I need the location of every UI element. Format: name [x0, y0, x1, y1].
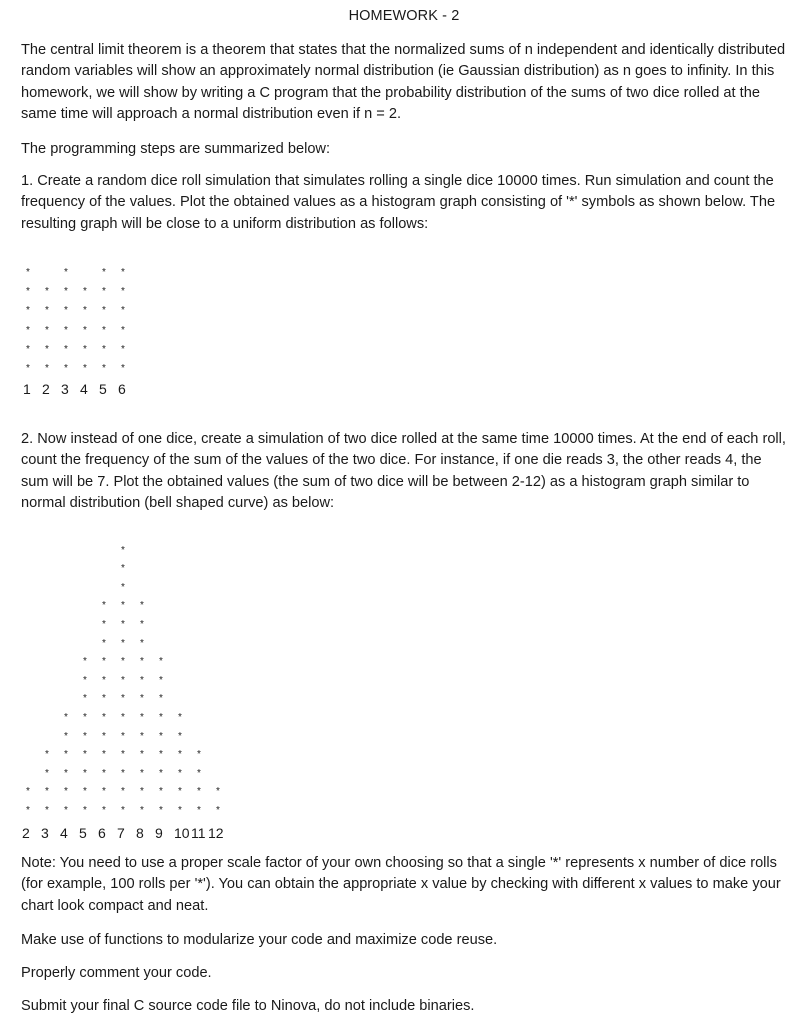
- histogram-axis-label: 12: [208, 825, 224, 841]
- histogram-star: *: [26, 267, 30, 278]
- histogram-star: *: [102, 712, 106, 723]
- histogram-star: *: [26, 343, 30, 355]
- histogram-axis-label: 11: [191, 825, 206, 841]
- histogram-star: *: [83, 343, 87, 355]
- histogram-axis-label: 1: [23, 381, 31, 397]
- histogram-star: *: [140, 767, 144, 779]
- histogram-star: *: [102, 786, 106, 798]
- histogram-star: *: [102, 730, 106, 742]
- histogram-star: *: [102, 693, 106, 705]
- histogram-axis-label: 9: [155, 825, 163, 841]
- histogram-star: *: [197, 805, 201, 816]
- histogram-star: *: [121, 619, 125, 630]
- histogram-star: *: [64, 305, 68, 317]
- histogram-star: *: [83, 286, 87, 298]
- histogram-star: *: [83, 693, 87, 705]
- histogram-star: *: [197, 786, 201, 798]
- histogram-star: *: [140, 730, 144, 742]
- histogram-star: *: [121, 544, 125, 556]
- histogram-star: *: [26, 286, 30, 298]
- histogram-star: *: [83, 786, 87, 798]
- histogram-star: *: [140, 805, 144, 816]
- histogram-axis-label: 5: [79, 825, 87, 841]
- histogram-star: *: [64, 730, 68, 742]
- histogram-star: *: [178, 767, 182, 779]
- histogram-star: *: [121, 730, 125, 742]
- histogram-axis-label: 6: [98, 825, 106, 841]
- histogram-star: *: [83, 656, 87, 668]
- histogram-star: *: [159, 730, 163, 742]
- histogram-star: *: [140, 693, 144, 705]
- histogram-star: *: [121, 563, 125, 575]
- histogram-star: *: [159, 767, 163, 779]
- histogram-star: *: [83, 712, 87, 723]
- histogram-star: *: [140, 637, 144, 649]
- histogram-star: *: [121, 637, 125, 649]
- histogram-star: *: [121, 343, 125, 355]
- histogram-star: *: [102, 805, 106, 816]
- histogram-axis-label: 7: [117, 825, 125, 841]
- histogram-star: *: [102, 767, 106, 779]
- functions-note: Make use of functions to modularize your code and maximize code reuse.: [21, 932, 498, 948]
- histogram-star: *: [140, 619, 144, 630]
- histogram-star: *: [178, 749, 182, 761]
- histogram-axis-label: 3: [61, 381, 69, 397]
- histogram-star: *: [102, 749, 106, 761]
- histogram-axis-label: 3: [41, 825, 49, 841]
- histogram-axis-label: 6: [118, 381, 126, 397]
- histogram-star: *: [64, 749, 68, 761]
- histogram-star: *: [102, 343, 106, 355]
- histogram-star: *: [178, 786, 182, 798]
- histogram-star: *: [121, 363, 125, 374]
- histogram-star: *: [159, 674, 163, 686]
- histogram-star: *: [83, 674, 87, 686]
- histogram-axis-label: 2: [42, 381, 50, 397]
- histogram-star: *: [26, 324, 30, 336]
- histogram-star: *: [121, 712, 125, 723]
- histogram-star: *: [178, 712, 182, 723]
- histogram-star: *: [102, 656, 106, 668]
- histogram-star: *: [121, 267, 125, 278]
- histogram-star: *: [64, 324, 68, 336]
- histogram-star: *: [159, 656, 163, 668]
- histogram-star: *: [216, 805, 220, 816]
- histogram-star: *: [83, 363, 87, 374]
- histogram-star: *: [159, 712, 163, 723]
- steps-intro-text: The programming steps are summarized below:: [21, 141, 331, 157]
- histogram-star: *: [121, 305, 125, 317]
- histogram-star: *: [45, 786, 49, 798]
- histogram-star: *: [64, 286, 68, 298]
- histogram-star: *: [121, 674, 125, 686]
- histogram-star: *: [121, 581, 125, 593]
- histogram-star: *: [45, 805, 49, 816]
- histogram-star: *: [121, 786, 125, 798]
- histogram-star: *: [64, 712, 68, 723]
- histogram-star: *: [140, 674, 144, 686]
- step2-paragraph: 2. Now instead of one dice, create a simulation of two dice rolled at the same time 10000 times. At the end of each roll, count the frequency of the sum of the values of the two dice. For instance, if one die reads 3, the other reads 4, the sum will be 7. Plot the obtained values (the sum of two dice will be between 2-12) as a histogram graph similar to normal distribution (bell shaped curve) as below:: [21, 431, 786, 512]
- histogram-star: *: [83, 767, 87, 779]
- histogram-star: *: [140, 656, 144, 668]
- histogram-star: *: [121, 805, 125, 816]
- histogram-star: *: [159, 786, 163, 798]
- histogram-star: *: [159, 805, 163, 816]
- histogram-star: *: [121, 693, 125, 705]
- histogram-star: *: [83, 730, 87, 742]
- histogram-star: *: [102, 305, 106, 317]
- histogram-axis-label: 4: [60, 825, 68, 841]
- histogram-axis-label: 5: [99, 381, 107, 397]
- intro-paragraph: The central limit theorem is a theorem that states that the normalized sums of n independent and identically distributed random variables will show an approximately normal distribution (ie Gaussian distribution) as n goes to infinity. In this homework, we will show by writing a C program that the probability distribution of the sums of two dice rolled at the same time will approach a normal distribution even if n = 2.: [21, 42, 786, 123]
- histogram-star: *: [64, 363, 68, 374]
- histogram-star: *: [102, 619, 106, 630]
- histogram-axis-label: 2: [22, 825, 30, 841]
- histogram-star: *: [178, 805, 182, 816]
- histogram-star: *: [197, 749, 201, 761]
- histogram-star: *: [140, 600, 144, 612]
- histogram-star: *: [83, 324, 87, 336]
- histogram-star: *: [121, 286, 125, 298]
- histogram-star: *: [45, 343, 49, 355]
- histogram-star: *: [26, 363, 30, 374]
- histogram-star: *: [140, 712, 144, 723]
- histogram-star: *: [45, 749, 49, 761]
- histogram-star: *: [159, 693, 163, 705]
- histogram-star: *: [26, 786, 30, 798]
- histogram-star: *: [45, 363, 49, 374]
- histogram-star: *: [64, 786, 68, 798]
- page-title: HOMEWORK - 2: [348, 8, 460, 24]
- histogram-star: *: [45, 767, 49, 779]
- histogram-star: *: [121, 749, 125, 761]
- histogram-star: *: [102, 267, 106, 278]
- histogram-axis-label: 4: [80, 381, 88, 397]
- histogram-star: *: [102, 600, 106, 612]
- histogram-star: *: [83, 805, 87, 816]
- step1-paragraph: 1. Create a random dice roll simulation that simulates rolling a single dice 10000 times. Run simulation and count the frequency of the values. Plot the obtained values as a histogram graph consisting of '*' symbols as shown below. The resulting graph will be close to a uniform distribution as follows:: [21, 173, 776, 232]
- histogram-star: *: [26, 805, 30, 816]
- histogram-star: *: [45, 286, 49, 298]
- histogram-star: *: [178, 730, 182, 742]
- histogram-star: *: [45, 324, 49, 336]
- histogram-star: *: [102, 286, 106, 298]
- note-paragraph: Note: You need to use a proper scale factor of your own choosing so that a single '*' represents x number of dice rolls (for example, 100 rolls per '*'). You can obtain the appropriate x value by checking with different x values to make your chart look compact and neat.: [21, 855, 781, 914]
- histogram-star: *: [102, 324, 106, 336]
- histogram-star: *: [26, 305, 30, 317]
- histogram-axis-label: 8: [136, 825, 144, 841]
- histogram-star: *: [64, 805, 68, 816]
- histogram-star: *: [197, 767, 201, 779]
- comment-note: Properly comment your code.: [21, 965, 212, 981]
- histogram-star: *: [140, 786, 144, 798]
- histogram-star: *: [83, 305, 87, 317]
- submit-note: Submit your final C source code file to Ninova, do not include binaries.: [21, 998, 475, 1014]
- histogram-star: *: [83, 749, 87, 761]
- histogram-star: *: [64, 267, 68, 278]
- histogram-star: *: [64, 767, 68, 779]
- histogram-star: *: [159, 749, 163, 761]
- histogram-star: *: [64, 343, 68, 355]
- histogram-axis-label: 10: [174, 825, 190, 841]
- histogram-star: *: [102, 363, 106, 374]
- histogram-star: *: [140, 749, 144, 761]
- histogram-star: *: [45, 305, 49, 317]
- histogram-star: *: [121, 600, 125, 612]
- histogram-star: *: [121, 767, 125, 779]
- histogram-star: *: [216, 786, 220, 798]
- histogram-star: *: [121, 656, 125, 668]
- histogram-star: *: [102, 674, 106, 686]
- histogram-star: *: [102, 637, 106, 649]
- histogram-star: *: [121, 324, 125, 336]
